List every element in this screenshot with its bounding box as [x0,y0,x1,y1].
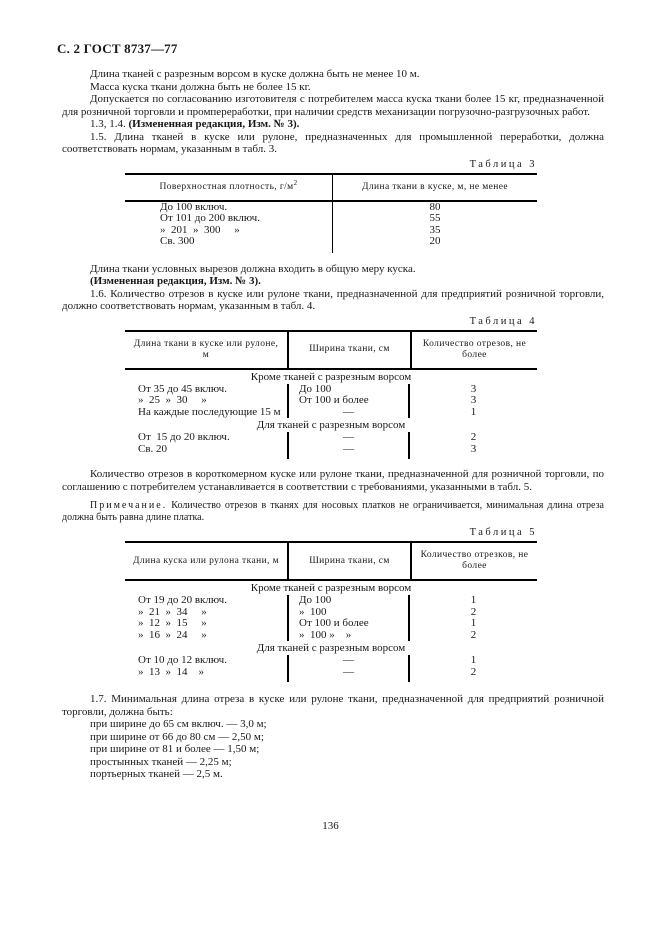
table-cell: До 100 включ. [160,200,228,213]
table4-header-row [125,332,537,370]
table-row [125,667,537,679]
table-row [125,618,537,630]
table-row [125,630,537,642]
amendment-bold: (Измененная редакция, Изм. № 3). [128,118,300,130]
table-cell: 3 [470,394,477,406]
table-cell: 2 [470,605,477,618]
table-cell: От 10 до 12 включ. [138,654,227,666]
table-cell: 3 [470,382,477,395]
table4-section-title: Кроме тканей с разрезным ворсом [250,370,412,383]
table5 [125,541,537,682]
table4 [125,330,537,460]
table-cell: От 15 до 20 включ. [138,431,230,443]
page-number: 136 [322,820,339,832]
table-row [125,444,537,456]
table3-header-density: Поверхностная плотность, $г/м^2$ [159,178,298,192]
table4-section-title: Для тканей с разрезным ворсом [256,419,406,431]
paragraph-1-6: 1.6. Количество отрезов в куске или рулоне ткани, предназначенной для предприятий розничной торговли, должно соответствовать нормам, указанным в табл. 4. [62,287,604,312]
table3 [125,173,537,253]
table-row [125,655,537,667]
table-cell: От 19 до 20 включ. [138,594,227,606]
paragraph-amendment-1 [62,118,604,131]
table5-header-count: Количество отрезков, не более [410,543,537,579]
table-cell: 1 [470,405,477,418]
table4-header-width: Ширина ткани, см [287,332,410,368]
table-cell: Св. 300 [160,235,195,247]
table5-label: Таблица 5 [469,527,537,538]
list-item: простынных тканей — 2,25 м; [90,755,232,768]
table-cell: — [287,655,410,667]
table-row [125,213,537,225]
table-cell: От 101 до 200 включ. [160,212,260,224]
table-cell: 2 [470,628,477,641]
superscript: 2 [293,178,298,187]
table4-header-count: Количество отрезов, не более [410,332,537,368]
table-cell: » 16 » 24 » [138,628,207,641]
table-cell: 1 [470,594,477,606]
table-divider-extension [125,455,537,459]
table-cell: 80 [332,202,537,214]
table-cell: На каждые последующие 15 м [138,405,281,418]
table-cell: — [287,667,410,679]
list-item: при ширине от 66 до 80 см — 2,50 м; [90,730,264,743]
table-cell: — [287,432,410,444]
table-cell: Св. 20 [138,442,168,455]
paragraph-1-5: 1.5. Длина тканей в куске или рулоне, предназначенных для промышленной переработки, должна соответствовать нормам, указанным в табл. 3. [62,130,604,155]
table-row [125,595,537,607]
table-cell: » 12 » 15 » [138,617,207,629]
table-row [125,236,537,248]
table-cell: 2 [470,665,477,678]
table-cell: » 21 » 34 » [138,605,207,618]
table-cell: » 201 » 300 » [160,223,240,236]
table-cell: » 100 [287,607,410,619]
table-row [125,432,537,444]
table-cell: 35 [332,225,537,237]
table3-header-length: Длина ткани в куске, м, не менее [332,175,537,200]
table-row [125,407,537,419]
table-cell: От 100 и более [287,395,410,407]
list-item: при ширине до 65 см включ. — 3,0 м; [90,718,267,730]
table-cell: 20 [332,236,537,248]
list-item: при ширине от 81 и более — 1,50 м; [90,743,260,755]
paragraph-short-piece: Количество отрезов в короткомерном куске или рулоне ткани, предназначенной для розничной торговли, по соглашению с потребителем устанавливается в соответствии с требованиями, указанными в табл. 5. [62,468,604,493]
table-divider-extension [125,248,537,253]
table-cell: От 100 и более [287,618,410,630]
paragraph-cut-length: Длина ткани условных вырезов должна входить в общую меру куска. [90,262,416,275]
paragraph-vorse-length: Длина тканей с разрезным ворсом в куске должна быть не менее 10 м. [90,68,420,80]
table-cell: » 100 » » [287,630,410,642]
table-cell: От 35 до 45 включ. [138,382,227,395]
table-cell: 2 [470,431,477,443]
table-cell: До 100 [287,595,410,607]
table5-header-row [125,543,537,581]
table-cell: » 25 » 30 » [138,394,207,406]
table5-header-width: Ширина ткани, см [287,543,410,579]
table5-header-length: Длина куска или рулона ткани, м [132,555,280,566]
table4-label: Таблица 4 [469,315,537,327]
table5-section-title: Кроме тканей с разрезным ворсом [250,582,412,594]
table3-header-row [125,175,537,202]
table-cell: 55 [332,213,537,225]
table-cell: 3 [470,442,477,455]
paragraph-agreement: Допускается по согласованию изготовителя с потребителем масса куска ткани более 15 кг, предназначенной для розничной торговли и промпереработки, при наличии средств механизации погрузочно-разгрузочных работ. [62,93,604,118]
paragraph-amendment-2: (Измененная редакция, Изм. № 3). [90,275,261,287]
clause-numbers: 1.3, 1.4. [90,118,126,130]
table5-section-title: Для тканей с разрезным ворсом [256,642,406,654]
table-cell: 1 [470,654,477,666]
table-row [125,395,537,407]
list-item: портьерных тканей — 2,5 м. [90,768,223,780]
table-cell: — [287,407,410,419]
table-cell: До 100 [287,384,410,396]
note-text: Количество отрезов в тканях для носовых платков не ограничивается, минимальная длина отреза должна быть равна длине платка. [62,500,604,523]
table-cell: — [287,444,410,456]
table3-label: Таблица 3 [469,158,537,170]
page-header: С. 2 ГОСТ 8737—77 [57,41,178,56]
table4-header-length: Длина ткани в куске или рулоне, м [133,338,279,360]
table-divider-extension [125,678,537,682]
table-cell: 1 [470,617,477,629]
note-paragraph [62,500,604,523]
paragraph-1-7: 1.7. Минимальная длина отреза в куске или рулоне ткани, предназначенной для предприятий розничной торговли, должна быть: [62,693,604,718]
paragraph-piece-mass: Масса куска ткани должна быть не более 15 кг. [90,80,311,93]
note-label: Примечание. [90,500,168,511]
table-cell: » 13 » 14 » [138,665,204,678]
